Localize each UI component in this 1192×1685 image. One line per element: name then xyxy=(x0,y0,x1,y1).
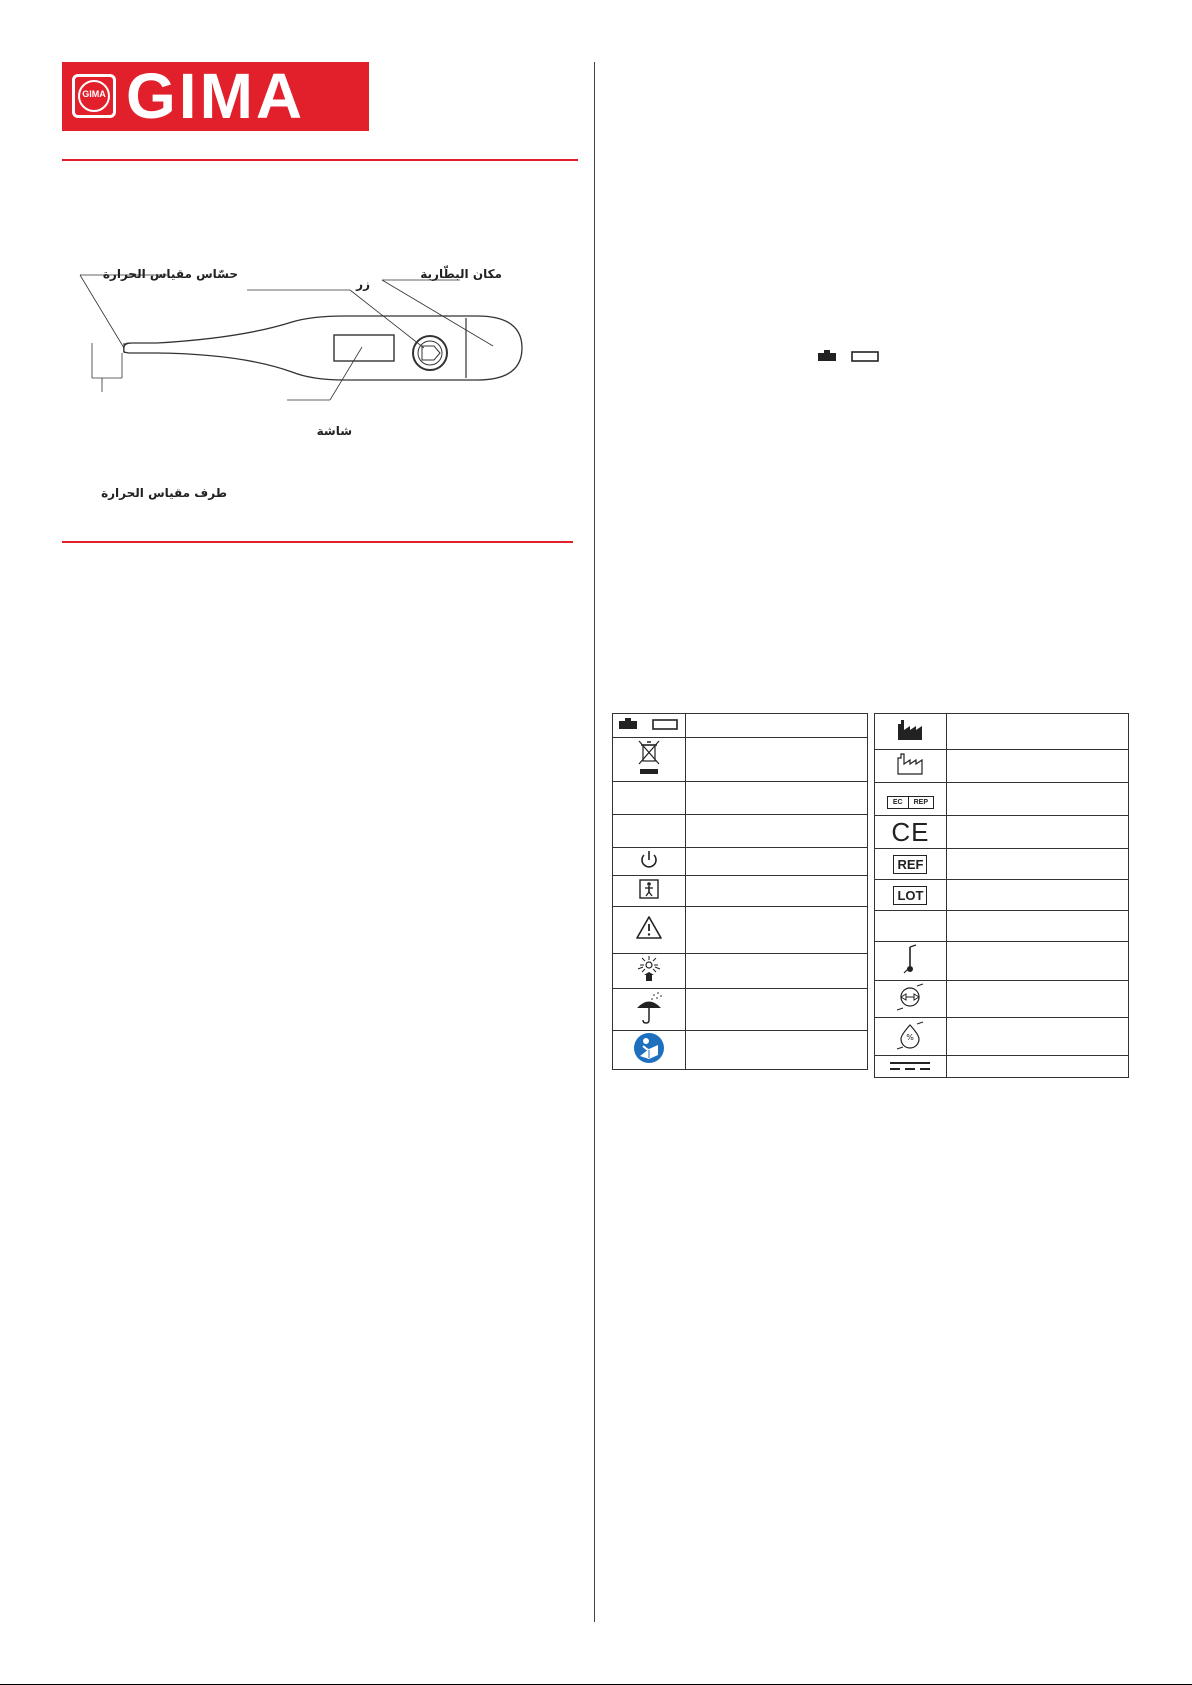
symbol-label xyxy=(685,1031,867,1070)
gima-logo xyxy=(62,62,369,131)
symbol-label xyxy=(946,849,1128,880)
type-b-applied-part-icon xyxy=(613,876,686,907)
read-instructions-icon xyxy=(613,1031,686,1070)
table-row xyxy=(613,714,868,738)
gima-emblem-icon xyxy=(72,74,116,118)
symbol-blank xyxy=(613,815,686,848)
warning-triangle-icon xyxy=(613,907,686,954)
symbol-blank xyxy=(875,911,947,942)
symbol-label xyxy=(685,954,867,989)
table-row xyxy=(875,783,1129,816)
pressure-limit-icon xyxy=(875,981,947,1018)
symbol-label xyxy=(685,907,867,954)
ec-rep-icon: EC REP xyxy=(875,783,947,816)
table-row xyxy=(875,1056,1129,1078)
symbol-label xyxy=(946,750,1128,783)
symbol-label xyxy=(946,1056,1128,1078)
symbol-blank xyxy=(613,782,686,815)
symbol-label xyxy=(946,981,1128,1018)
weee-crossed-bin-icon xyxy=(613,738,686,782)
label-sensor: حسّاس مقياس الحرارة xyxy=(102,267,238,281)
symbol-label xyxy=(685,815,867,848)
top-red-rule xyxy=(62,159,578,161)
table-row xyxy=(875,750,1129,783)
table-row xyxy=(613,989,868,1031)
symbol-table-right xyxy=(874,713,1129,1078)
humidity-limit-icon xyxy=(875,1018,947,1056)
battery-polarity-icon xyxy=(613,714,686,738)
table-row xyxy=(613,738,868,782)
bottom-red-rule xyxy=(62,541,573,543)
symbol-table-left xyxy=(612,713,868,1070)
display-window xyxy=(334,335,394,361)
keep-dry-umbrella-icon xyxy=(613,989,686,1031)
table-row xyxy=(613,876,868,907)
table-row xyxy=(875,1018,1129,1056)
ref-icon: REF xyxy=(875,849,947,880)
table-row xyxy=(613,954,868,989)
logo-text: GIMA xyxy=(126,60,306,132)
thermometer-diagram xyxy=(62,240,578,520)
lot-icon: LOT xyxy=(875,880,947,911)
ce-mark-icon: CE xyxy=(875,816,947,849)
power-icon xyxy=(613,848,686,876)
symbol-label xyxy=(946,1018,1128,1056)
temperature-limit-icon xyxy=(875,942,947,981)
symbol-label xyxy=(685,782,867,815)
table-row xyxy=(875,942,1129,981)
label-button: زر xyxy=(356,277,370,291)
symbol-label xyxy=(946,783,1128,816)
table-row xyxy=(613,815,868,848)
table-row xyxy=(875,880,1129,911)
direct-current-icon xyxy=(875,1056,947,1078)
symbol-label xyxy=(946,816,1128,849)
inline-battery-polarity-icon xyxy=(818,348,882,367)
svg-text:%: % xyxy=(906,1032,915,1042)
symbol-label xyxy=(946,880,1128,911)
table-row xyxy=(875,816,1129,849)
table-row xyxy=(613,1031,868,1070)
label-tip: طرف مقياس الحرارة xyxy=(101,486,227,500)
symbol-label xyxy=(685,876,867,907)
column-divider xyxy=(594,62,595,1622)
table-row xyxy=(875,849,1129,880)
symbol-label xyxy=(685,989,867,1031)
table-row xyxy=(613,848,868,876)
symbol-label xyxy=(685,848,867,876)
symbol-label xyxy=(946,942,1128,981)
table-row xyxy=(613,782,868,815)
symbol-label xyxy=(946,911,1128,942)
label-battery: مكان البطّارية xyxy=(420,267,502,281)
table-row xyxy=(875,981,1129,1018)
emblem-text: GIMA xyxy=(82,89,106,99)
date-of-manufacture-icon xyxy=(875,750,947,783)
symbol-label xyxy=(685,714,867,738)
table-row xyxy=(613,907,868,954)
thermometer-body-outline xyxy=(124,316,522,380)
table-row xyxy=(875,714,1129,750)
keep-away-from-sunlight-icon xyxy=(613,954,686,989)
table-row xyxy=(875,911,1129,942)
symbol-label xyxy=(685,738,867,782)
manufacturer-icon xyxy=(875,714,947,750)
label-display: شاشة xyxy=(316,424,352,438)
symbol-label xyxy=(946,714,1128,750)
